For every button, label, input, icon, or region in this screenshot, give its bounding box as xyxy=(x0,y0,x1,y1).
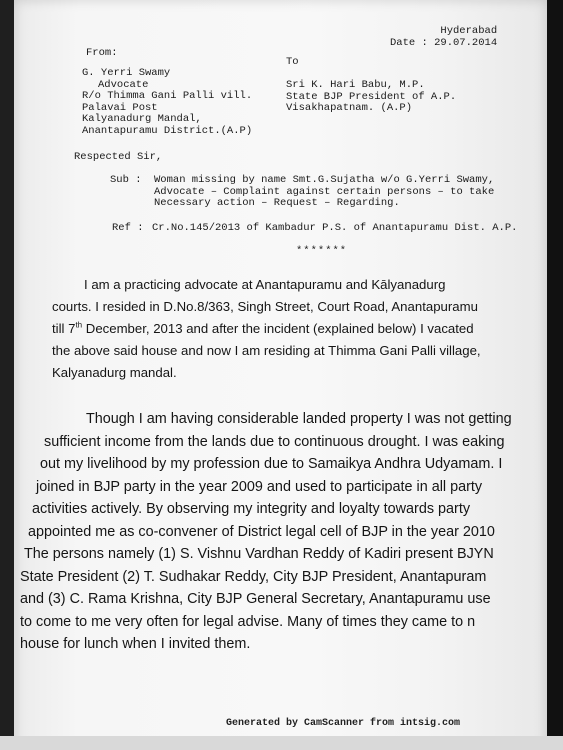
scan-edge-shadow xyxy=(547,0,563,750)
sender-line: Anantapuramu District.(A.P) xyxy=(82,124,253,137)
from-label: From: xyxy=(86,47,118,59)
subject-line: Necessary action – Request – Regarding. xyxy=(154,197,400,209)
scan-bottom-margin xyxy=(0,736,563,750)
subject-label: Sub : xyxy=(110,174,142,186)
to-label: To xyxy=(286,56,299,68)
scanned-letter-page xyxy=(14,0,547,750)
paragraph-2 xyxy=(20,408,512,656)
paragraph-line: the above said house and now I am residing at Thimma Gani Palli village, xyxy=(52,343,481,358)
paragraph-line: activities actively. By observing my integrity and loyalty towards party xyxy=(32,501,471,517)
subject-line: Advocate – Complaint against certain persons – to take xyxy=(154,185,495,198)
place-date-block xyxy=(390,26,497,49)
subject-line: Woman missing by name Smt.G.Sujatha w/o G.Yerri Swamy, xyxy=(154,174,495,186)
paragraph-line: State President (2) T. Sudhakar Reddy, City BJP President, Anantapuram xyxy=(20,568,487,585)
paragraph-1 xyxy=(52,274,481,384)
sender-line: Palavai Post xyxy=(82,101,158,114)
paragraph-line: appointed me as co-convener of District legal cell of BJP in the year 2010 xyxy=(28,523,495,540)
paragraph-line: Though I am having considerable landed property I was not getting xyxy=(86,411,512,427)
camscanner-footer: Generated by CamScanner from intsig.com xyxy=(226,718,461,729)
recipient-line: Sri K. Hari Babu, M.P. xyxy=(286,79,425,91)
reference-text: Cr.No.145/2013 of Kambadur P.S. of Anantapuramu Dist. A.P. xyxy=(152,222,518,234)
sender-address xyxy=(82,68,252,137)
sender-line: R/o Thimma Gani Palli vill. xyxy=(82,90,253,102)
sender-line: Advocate xyxy=(98,78,149,91)
paragraph-line: till 7th December, 2013 and after the incident (explained below) I vacated xyxy=(52,320,474,336)
paragraph-line: The persons namely (1) S. Vishnu Vardhan Reddy of Kadiri present BJYN xyxy=(24,546,494,562)
recipient-line: State BJP President of A.P. xyxy=(286,90,457,103)
place: Hyderabad xyxy=(440,25,498,37)
reference-label: Ref : xyxy=(112,222,144,234)
paragraph-line: to come to me very often for legal advise. Many of times they came to n xyxy=(20,613,476,630)
separator-stars: ******* xyxy=(296,245,348,257)
paragraph-line: sufficient income from the lands due to continuous drought. I was eaking xyxy=(44,433,505,450)
paragraph-line: joined in BJP party in the year 2009 and used to participate in all party xyxy=(36,478,483,495)
paragraph-line: I am a practicing advocate at Anantapuramu and Kālyanadurg xyxy=(84,277,446,292)
paragraph-line: Kalyanadurg mandal. xyxy=(52,365,177,380)
salutation: Respected Sir, xyxy=(74,151,163,163)
sender-line: Kalyanadurg Mandal, xyxy=(82,113,202,125)
subject-text xyxy=(154,175,494,210)
paragraph-line: out my livelihood by my profession due to Samaikya Andhra Udyamam. I xyxy=(40,456,503,472)
sender-line: G. Yerri Swamy xyxy=(82,67,171,79)
date-line: Date : 29.07.2014 xyxy=(390,36,498,49)
paragraph-line: courts. I resided in D.No.8/363, Singh Street, Court Road, Anantapuramu xyxy=(52,299,478,314)
recipient-line: Visakhapatnam. (A.P) xyxy=(286,102,413,114)
recipient-address xyxy=(286,80,456,115)
paragraph-line: house for lunch when I invited them. xyxy=(20,636,251,652)
paragraph-line: and (3) C. Rama Krishna, City BJP General Secretary, Anantapuramu use xyxy=(20,591,491,607)
